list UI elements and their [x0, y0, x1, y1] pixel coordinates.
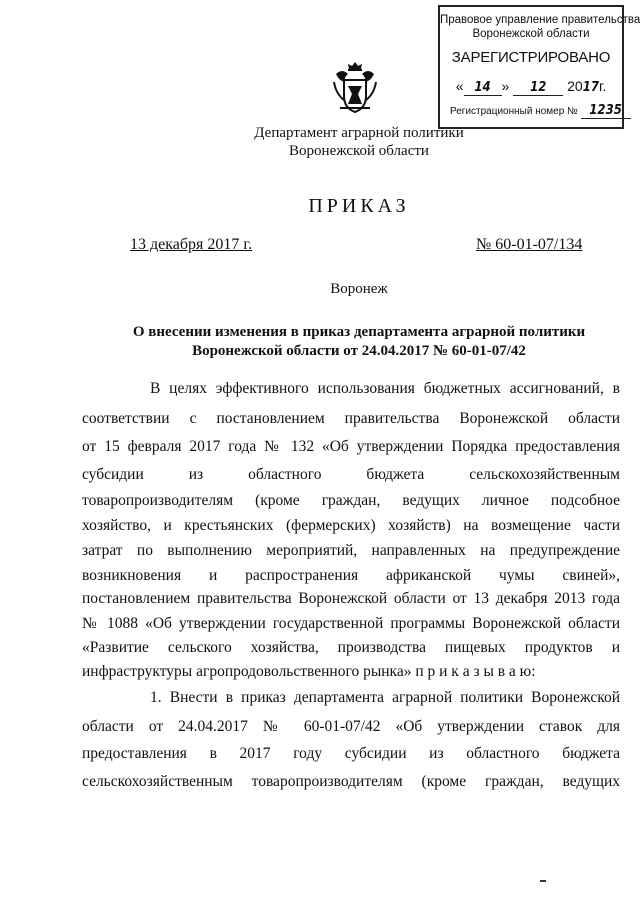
- body-line: хозяйство, и крестьянских (фермерских) хозяйств) на возмещение части: [82, 517, 620, 534]
- body-line: возникновения и распространения африканской чумы свиней»,: [82, 567, 620, 584]
- body-line: субсидии из областного бюджета сельскохозяйственным: [82, 466, 620, 483]
- body-line: от 15 февраля 2017 года № 132 «Об утверждении Порядка предоставления: [82, 438, 620, 455]
- body-line: 1. Внести в приказ департамента аграрной политики Воронежской: [150, 689, 620, 706]
- body-line: товаропроизводителям (кроме граждан, ведущих личное подсобное: [82, 492, 620, 509]
- body-line: «Развитие сельского хозяйства, производства пищевых продуктов и: [82, 639, 620, 656]
- stamp-date: « 14 » 12 2017г.: [455, 78, 607, 95]
- stamp-org-line1: Правовое управление правительства: [440, 14, 640, 26]
- body-line: сельскохозяйственным товаропроизводителям (кроме граждан, ведущих: [82, 773, 620, 790]
- department-name-line2: Воронежской области: [289, 143, 429, 159]
- stamp-org-line2: Воронежской области: [472, 28, 590, 40]
- body-line: предоставления в 2017 году субсидии из областного бюджета: [82, 745, 620, 762]
- stamp-reg-number-label: Регистрационный номер №: [450, 106, 578, 117]
- body-line: области от 24.04.2017 № 60-01-07/42 «Об утверждении ставок для: [82, 718, 620, 735]
- stamp-registered-label: ЗАРЕГИСТРИРОВАНО: [451, 49, 611, 66]
- stamp-reg-number: [440, 103, 622, 119]
- stamp-date-day: 14: [464, 80, 502, 96]
- order-date: 13 декабря 2017 г.: [130, 236, 253, 253]
- subject-line1: О внесении изменения в приказ департамента аграрной политики: [132, 324, 586, 340]
- city-name: Воронеж: [330, 281, 388, 297]
- body-line: инфраструктуры агропродовольственного рынка» п р и к а з ы в а ю:: [82, 663, 536, 680]
- body-line: соответствии с постановлением правительства Воронежской области: [82, 410, 620, 427]
- stamp-date-year-prefix: 20: [567, 78, 583, 94]
- document-type-title: ПРИКАЗ: [308, 195, 410, 217]
- body-line: затрат по выполнению мероприятий, направленных на предупреждение: [82, 542, 620, 559]
- body-line: постановлением правительства Воронежской области от 13 декабря 2013 года: [82, 590, 620, 607]
- body-line: № 1088 «Об утверждении государственной программы Воронежской области: [82, 615, 620, 632]
- registration-stamp: [438, 5, 640, 129]
- stamp-reg-number-value: 1235: [581, 103, 631, 119]
- stamp-date-month: 12: [513, 80, 563, 96]
- body-line: В целях эффективного использования бюджетных ассигнований, в: [150, 380, 620, 397]
- subject-line2: Воронежской области от 24.04.2017 № 60-01-07/42: [192, 343, 526, 359]
- order-number: № 60-01-07/134: [476, 236, 583, 253]
- stamp-date-year-suffix: 17: [582, 80, 599, 95]
- department-name-line1: Департамент аграрной политики: [254, 125, 464, 141]
- coat-of-arms-icon: [330, 60, 380, 116]
- scan-mark: [540, 880, 546, 882]
